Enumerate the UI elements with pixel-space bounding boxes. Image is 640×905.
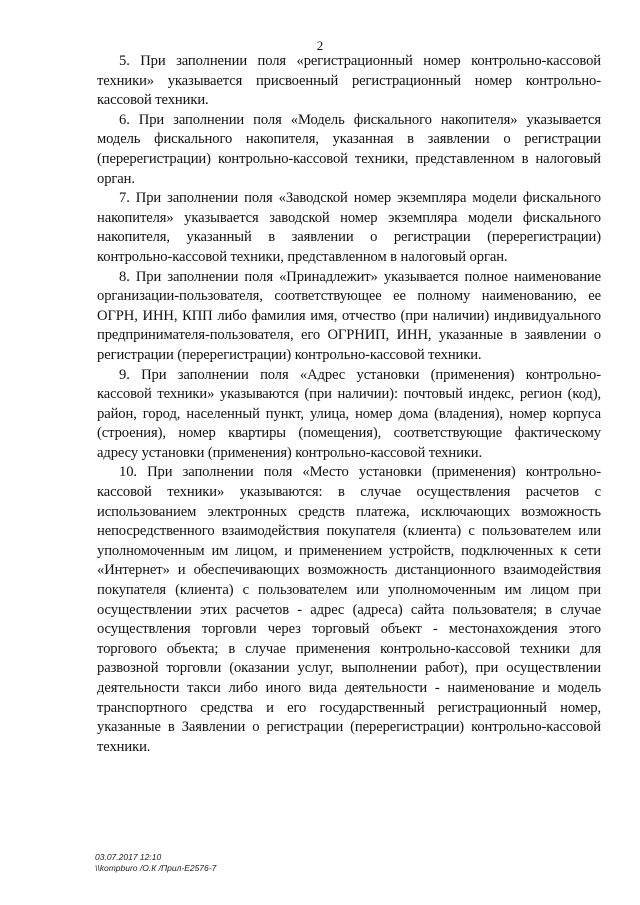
document-body (97, 52, 601, 757)
paragraph-6: 6. При заполнении поля «Модель фискального накопителя» указывается модель фискального накопителя, указанная в заявлении о регистрации (перерегистрации) контрольно-кассовой техники, представленном в налоговый орган. (97, 111, 601, 187)
paragraph-9: 9. При заполнении поля «Адрес установки (применения) контрольно-кассовой техники» указываются (при наличии): почтовый индекс, регион (код), район, город, населенный пункт, улица, номер дома (владения), номер корпуса (строения), номер квартиры (помещения), соответствующие фактическому адресу установки (применения) контрольно-кассовой техники. (97, 366, 601, 461)
footer-file-path: \\kompburo /О.К /Прил-Е2576-7 (95, 863, 217, 873)
document-footer (95, 852, 216, 874)
footer-date: 03.07.2017 12:10 (95, 852, 162, 862)
page-number: 2 (316, 38, 324, 53)
paragraph-10: 10. При заполнении поля «Место установки (применения) контрольно-кассовой техники» указываются: в случае осуществления расчетов с использованием электронных средств платежа, исключающих возможность непосредственного взаимодействия покупателя (клиента) с пользователем или уполномоченным им лицом, и применением устройств, подключенных к сети «Интернет» и обеспечивающих возможность дистанционного взаимодействия покупателя (клиента) с пользователем или уполномоченным им лицом при осуществлении этих расчетов - адрес (адреса) сайта пользователя; в случае осуществления торговли через торговый объект - местонахождения этого торгового объекта; в случае применения контрольно-кассовой техники для развозной торговли (оказании услуг, выполнении работ), при осуществлении деятельности такси либо иного вида деятельности - наименование и модель транспортного средства и его государственный регистрационный номер, указанные в Заявлении о регистрации (перерегистрации) контрольно-кассовой техники. (97, 464, 601, 755)
paragraph-7: 7. При заполнении поля «Заводской номер экземпляра модели фискального накопителя» указывается заводской номер экземпляра модели фискального накопителя, указанный в заявлении о регистрации (перерегистрации) контрольно-кассовой техники, представленном в налоговый орган. (97, 190, 601, 265)
paragraph-8: 8. При заполнении поля «Принадлежит» указывается полное наименование организации-пользователя, соответствующее ее полному наименованию, ее ОГРН, ИНН, КПП либо фамилия имя, отчество (при наличии) индивидуального предпринимателя-пользователя, его ОГРНИП, ИНН, указанные в заявлении о регистрации (перерегистрации) контрольно-кассовой техники. (97, 268, 601, 363)
paragraph-5: 5. При заполнении поля «регистрационный номер контрольно-кассовой техники» указывается присвоенный регистрационный номер контрольно-кассовой техники. (97, 53, 601, 109)
